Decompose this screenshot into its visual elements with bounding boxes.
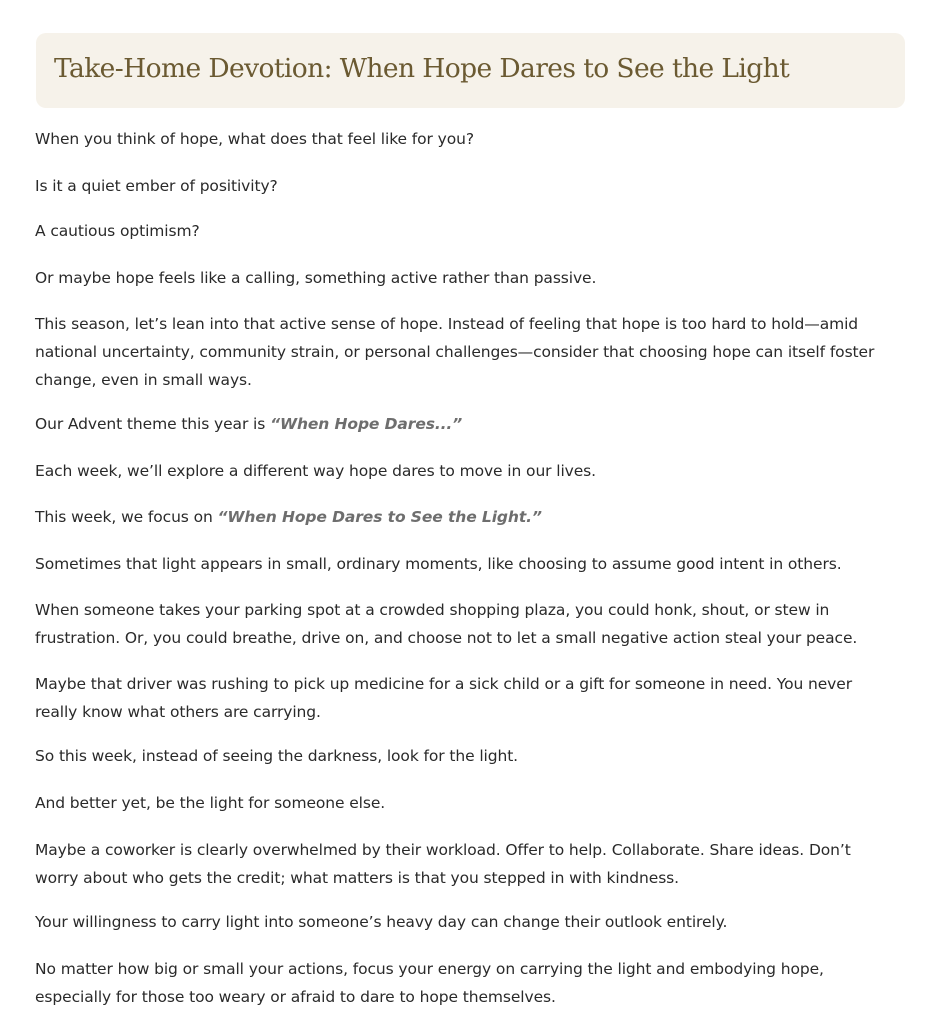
paragraph-14 [35,836,915,892]
paragraph-4 [35,264,915,292]
paragraph-9 [35,550,915,578]
paragraph-7 [35,457,915,485]
paragraph-text: Your willingness to carry light into someone’s heavy day can change their outlook entirely. [35,913,728,931]
title-banner [36,33,905,108]
paragraph-line: really know what others are carrying. [35,703,321,721]
paragraph-2 [35,172,915,200]
paragraph-11 [35,670,915,726]
paragraph-line: national uncertainty, community strain, or personal challenges—consider that choosing hope can itself foster [35,343,875,361]
paragraph-line: When someone takes your parking spot at a crowded shopping plaza, you could honk, shout, or stew in [35,601,830,619]
paragraph-line: Maybe a coworker is clearly overwhelmed by their workload. Offer to help. Collaborate. Share ideas. Don’t [35,841,851,859]
paragraph-5 [35,310,915,394]
paragraph-15 [35,908,915,936]
page-title: Take-Home Devotion: When Hope Dares to See the Light [54,53,790,84]
paragraph-text: So this week, instead of seeing the darkness, look for the light. [35,747,519,765]
paragraph-8 [35,503,915,531]
paragraph-line: frustration. Or, you could breathe, drive on, and choose not to let a small negative action steal your peace. [35,629,858,647]
paragraph-13 [35,789,915,817]
paragraph-line: especially for those too weary or afraid to dare to hope themselves. [35,988,556,1006]
paragraph-text: A cautious optimism? [35,222,200,240]
paragraph-line: change, even in small ways. [35,371,252,389]
paragraph-3 [35,217,915,245]
paragraph-text: Sometimes that light appears in small, ordinary moments, like choosing to assume good intent in others. [35,555,842,573]
paragraph-1 [35,125,915,153]
paragraph-line: This season, let’s lean into that active sense of hope. Instead of feeling that hope is too hard to hold—amid [35,315,859,333]
paragraph-16 [35,955,915,1011]
paragraph-line: Maybe that driver was rushing to pick up medicine for a sick child or a gift for someone in need. You never [35,675,852,693]
paragraph-text: This week, we focus on [35,508,218,526]
paragraph-10 [35,596,915,652]
paragraph-6 [35,410,915,438]
paragraph-text: Or maybe hope feels like a calling, something active rather than passive. [35,269,597,287]
paragraph-12 [35,742,915,770]
paragraph-text: Each week, we’ll explore a different way hope dares to move in our lives. [35,462,596,480]
paragraph-text: Our Advent theme this year is [35,415,271,433]
weekly-focus-emphasis: “When Hope Dares to See the Light.” [217,508,542,526]
advent-theme-emphasis: “When Hope Dares...” [270,415,463,433]
paragraph-text: And better yet, be the light for someone else. [35,794,386,812]
paragraph-line: No matter how big or small your actions, focus your energy on carrying the light and embodying hope, [35,960,824,978]
paragraph-text: Is it a quiet ember of positivity? [35,177,278,195]
paragraph-line: worry about who gets the credit; what matters is that you stepped in with kindness. [35,869,679,887]
paragraph-text: When you think of hope, what does that feel like for you? [35,130,474,148]
